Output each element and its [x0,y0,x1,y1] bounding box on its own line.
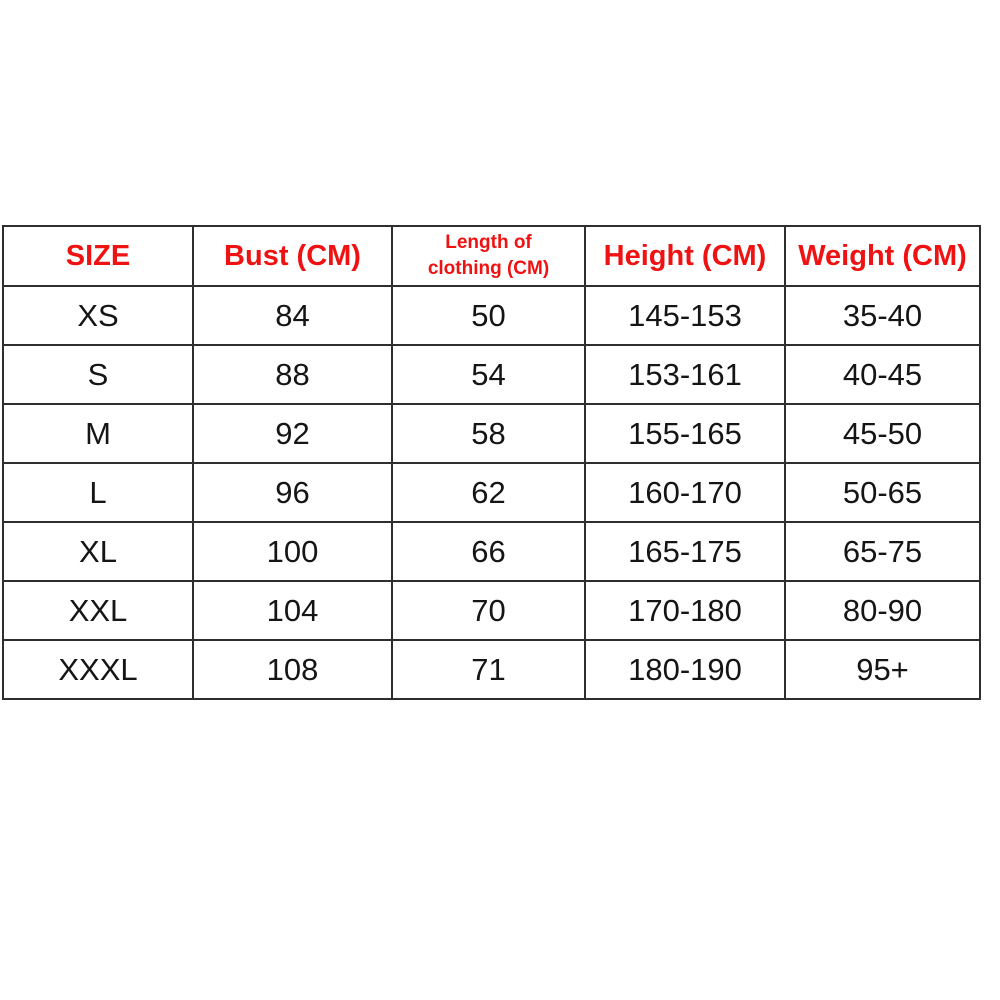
table-row-l [3,463,980,522]
cell-bust: 84 [193,286,392,345]
size-chart-table [2,225,981,700]
header-cell-weight: Weight (CM) [785,226,980,286]
cell-bust: 108 [193,640,392,699]
cell-weight: 40-45 [785,345,980,404]
cell-weight: 35-40 [785,286,980,345]
cell-length: 70 [392,581,585,640]
cell-size: S [3,345,193,404]
cell-length: 66 [392,522,585,581]
cell-height: 160-170 [585,463,785,522]
cell-length: 50 [392,286,585,345]
cell-size: XL [3,522,193,581]
table-row-s [3,345,980,404]
cell-bust: 96 [193,463,392,522]
cell-weight: 65-75 [785,522,980,581]
header-cell-size: SIZE [3,226,193,286]
cell-weight: 45-50 [785,404,980,463]
cell-size: XXL [3,581,193,640]
cell-length: 71 [392,640,585,699]
cell-size: M [3,404,193,463]
header-row [3,226,980,286]
table-row-xl [3,522,980,581]
header-cell-height: Height (CM) [585,226,785,286]
cell-height: 153-161 [585,345,785,404]
table-row-xxxl [3,640,980,699]
cell-height: 170-180 [585,581,785,640]
cell-height: 165-175 [585,522,785,581]
cell-height: 145-153 [585,286,785,345]
cell-length: 58 [392,404,585,463]
cell-weight: 95+ [785,640,980,699]
cell-size: L [3,463,193,522]
table-row-m [3,404,980,463]
cell-length: 54 [392,345,585,404]
cell-height: 180-190 [585,640,785,699]
cell-bust: 100 [193,522,392,581]
header-cell-length [392,226,585,286]
table-row-xs [3,286,980,345]
header-length-line1: Length of [445,232,532,254]
table-row-xxl [3,581,980,640]
cell-height: 155-165 [585,404,785,463]
cell-size: XXXL [3,640,193,699]
cell-bust: 92 [193,404,392,463]
cell-length: 62 [392,463,585,522]
cell-bust: 104 [193,581,392,640]
header-length-line2: clothing (CM) [427,258,550,279]
header-cell-bust: Bust (CM) [193,226,392,286]
cell-size: XS [3,286,193,345]
cell-weight: 50-65 [785,463,980,522]
cell-bust: 88 [193,345,392,404]
cell-weight: 80-90 [785,581,980,640]
